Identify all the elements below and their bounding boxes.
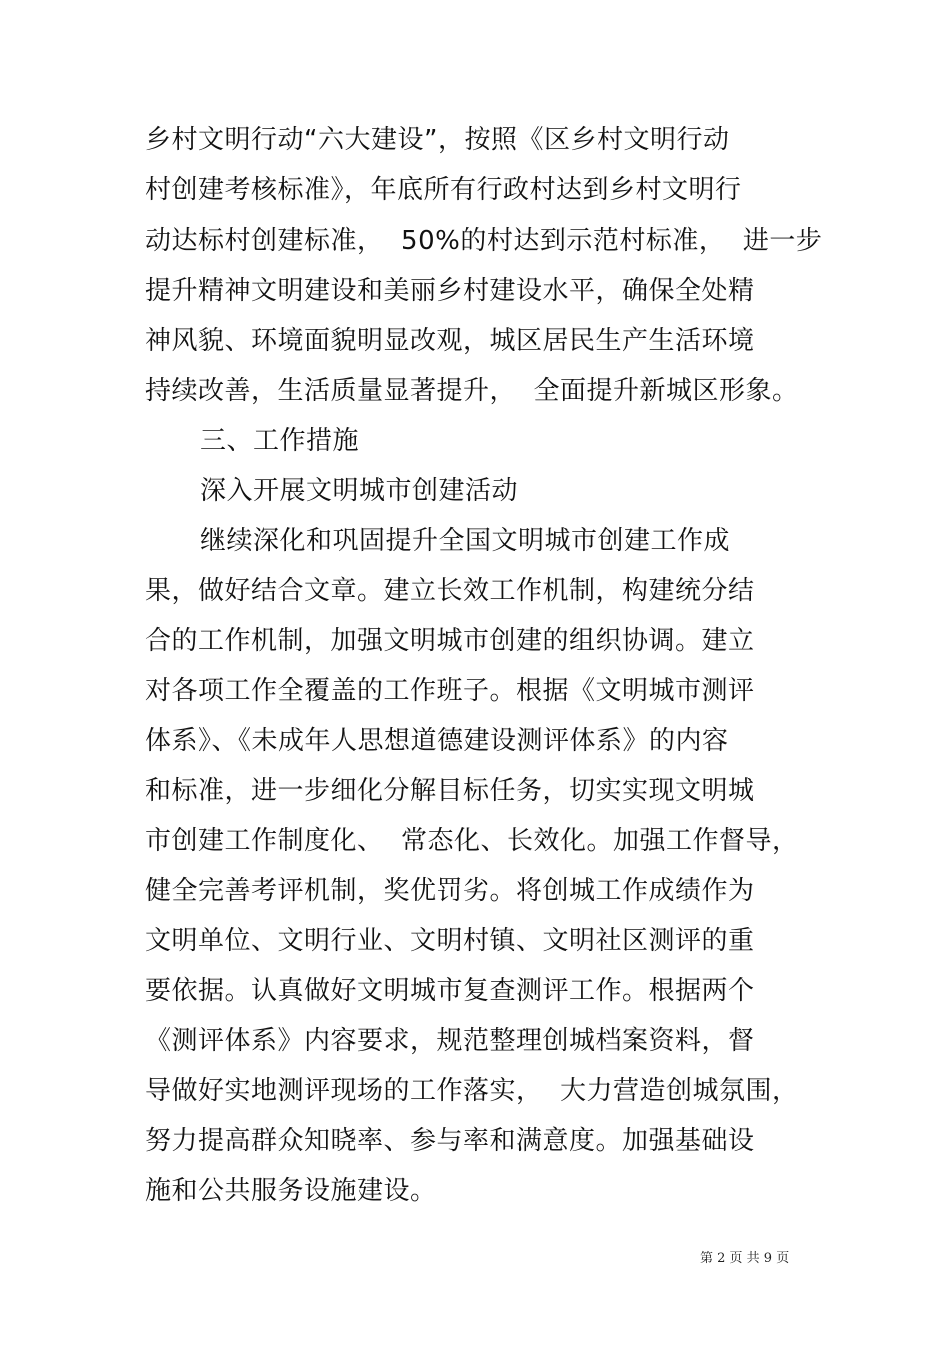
subsection-heading: 深入开展文明城市创建活动 bbox=[200, 476, 519, 506]
body-text-line: 对各项工作全覆盖的工作班子。根据《文明城市测评 bbox=[145, 676, 755, 706]
body-text-line: 施和公共服务设施建设。 bbox=[145, 1176, 437, 1206]
body-text-line: 提升精神文明建设和美丽乡村建设水平，确保全处精 bbox=[145, 276, 755, 306]
body-text-line: 和标准，进一步细化分解目标任务，切实实现文明城 bbox=[145, 776, 755, 806]
body-text-line: 市创建工作制度化、 常态化、长效化。加强工作督导， bbox=[145, 826, 799, 856]
body-text-line: 《测评体系》内容要求，规范整理创城档案资料，督 bbox=[145, 1026, 755, 1056]
body-text-line: 果，做好结合文章。建立长效工作机制，构建统分结 bbox=[145, 576, 755, 606]
body-text-line: 要依据。认真做好文明城市复查测评工作。根据两个 bbox=[145, 976, 755, 1006]
body-text-line: 继续深化和巩固提升全国文明城市创建工作成 bbox=[200, 526, 731, 556]
body-text-line: 文明单位、文明行业、文明村镇、文明社区测评的重 bbox=[145, 926, 755, 956]
page-number-footer: 第 2 页 共 9 页 bbox=[700, 1251, 790, 1266]
body-text-line: 努力提高群众知晓率、参与率和满意度。加强基础设 bbox=[145, 1126, 755, 1156]
body-text-line: 合的工作机制，加强文明城市创建的组织协调。建立 bbox=[145, 626, 755, 656]
body-text-line: 导做好实地测评现场的工作落实， 大力营造创城氛围， bbox=[145, 1076, 799, 1106]
body-text-line: 持续改善，生活质量显著提升， 全面提升新城区形象。 bbox=[145, 376, 799, 406]
body-text-line: 健全完善考评机制，奖优罚劣。将创城工作成绩作为 bbox=[145, 876, 755, 906]
section-heading: 三、工作措施 bbox=[200, 426, 360, 456]
body-text-line: 村创建考核标准》，年底所有行政村达到乡村文明行 bbox=[145, 175, 742, 205]
body-text-line: 动达标村创建标准， 50%的村达到示范村标准， 进一步 bbox=[145, 226, 823, 256]
body-text-line: 神风貌、环境面貌明显改观，城区居民生产生活环境 bbox=[145, 326, 755, 356]
body-text-line: 乡村文明行动“六大建设”，按照《区乡村文明行动 bbox=[145, 125, 730, 155]
body-text-line: 体系》、《未成年人思想道德建设测评体系》的内容 bbox=[145, 726, 729, 756]
